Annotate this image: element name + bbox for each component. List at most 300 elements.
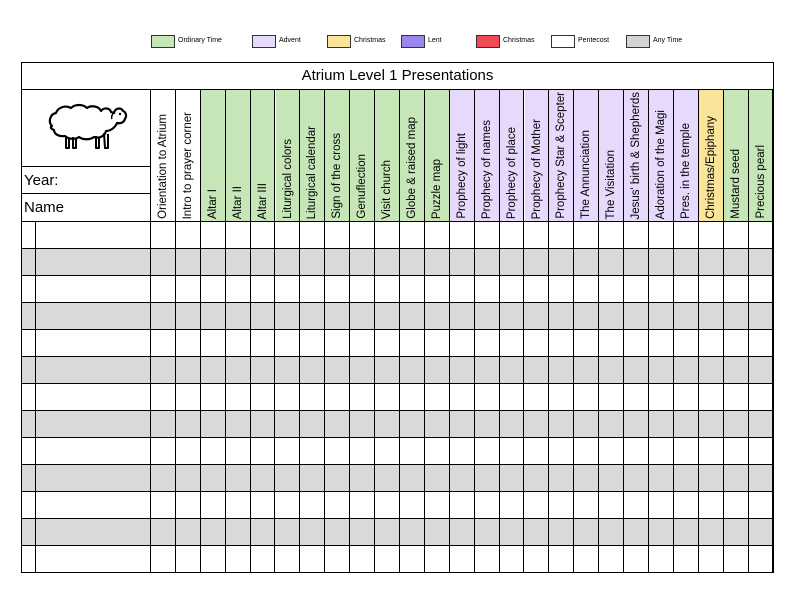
check-cell[interactable]	[475, 303, 500, 329]
student-name-cell[interactable]	[36, 249, 151, 275]
check-cell[interactable]	[599, 492, 624, 518]
check-cell[interactable]	[649, 519, 674, 545]
check-cell[interactable]	[400, 384, 425, 410]
check-cell[interactable]	[400, 222, 425, 248]
check-cell[interactable]	[251, 438, 276, 464]
check-cell[interactable]	[549, 330, 574, 356]
check-cell[interactable]	[226, 465, 251, 491]
check-cell[interactable]	[276, 546, 301, 572]
check-cell[interactable]	[475, 249, 500, 275]
check-cell[interactable]	[450, 384, 475, 410]
check-cell[interactable]	[749, 303, 773, 329]
check-cell[interactable]	[674, 384, 699, 410]
student-name-cell[interactable]	[36, 492, 151, 518]
check-cell[interactable]	[525, 249, 550, 275]
check-cell[interactable]	[151, 465, 176, 491]
check-cell[interactable]	[350, 384, 375, 410]
check-cell[interactable]	[500, 276, 525, 302]
check-cell[interactable]	[624, 411, 649, 437]
check-cell[interactable]	[699, 465, 724, 491]
check-cell[interactable]	[624, 519, 649, 545]
check-cell[interactable]	[724, 438, 749, 464]
check-cell[interactable]	[475, 357, 500, 383]
check-cell[interactable]	[350, 465, 375, 491]
check-cell[interactable]	[325, 276, 350, 302]
check-cell[interactable]	[599, 276, 624, 302]
student-name-cell[interactable]	[36, 276, 151, 302]
check-cell[interactable]	[400, 276, 425, 302]
check-cell[interactable]	[574, 384, 599, 410]
check-cell[interactable]	[176, 492, 201, 518]
check-cell[interactable]	[400, 249, 425, 275]
check-cell[interactable]	[649, 249, 674, 275]
check-cell[interactable]	[176, 357, 201, 383]
check-cell[interactable]	[176, 384, 201, 410]
check-cell[interactable]	[699, 384, 724, 410]
check-cell[interactable]	[500, 249, 525, 275]
check-cell[interactable]	[574, 222, 599, 248]
check-cell[interactable]	[226, 222, 251, 248]
check-cell[interactable]	[325, 438, 350, 464]
check-cell[interactable]	[176, 276, 201, 302]
check-cell[interactable]	[624, 222, 649, 248]
check-cell[interactable]	[176, 303, 201, 329]
check-cell[interactable]	[549, 546, 574, 572]
check-cell[interactable]	[251, 222, 276, 248]
check-cell[interactable]	[599, 330, 624, 356]
check-cell[interactable]	[525, 519, 550, 545]
check-cell[interactable]	[649, 492, 674, 518]
check-cell[interactable]	[251, 303, 276, 329]
check-cell[interactable]	[425, 465, 450, 491]
check-cell[interactable]	[649, 465, 674, 491]
check-cell[interactable]	[226, 357, 251, 383]
row-number-cell[interactable]	[22, 519, 36, 545]
check-cell[interactable]	[176, 438, 201, 464]
check-cell[interactable]	[525, 492, 550, 518]
check-cell[interactable]	[300, 303, 325, 329]
check-cell[interactable]	[251, 249, 276, 275]
check-cell[interactable]	[699, 519, 724, 545]
check-cell[interactable]	[724, 411, 749, 437]
check-cell[interactable]	[325, 330, 350, 356]
check-cell[interactable]	[599, 222, 624, 248]
check-cell[interactable]	[350, 249, 375, 275]
check-cell[interactable]	[500, 411, 525, 437]
check-cell[interactable]	[475, 546, 500, 572]
row-number-cell[interactable]	[22, 330, 36, 356]
check-cell[interactable]	[276, 492, 301, 518]
check-cell[interactable]	[549, 492, 574, 518]
check-cell[interactable]	[350, 222, 375, 248]
check-cell[interactable]	[375, 546, 400, 572]
check-cell[interactable]	[201, 222, 226, 248]
check-cell[interactable]	[226, 249, 251, 275]
check-cell[interactable]	[599, 357, 624, 383]
check-cell[interactable]	[749, 411, 773, 437]
check-cell[interactable]	[674, 438, 699, 464]
check-cell[interactable]	[176, 519, 201, 545]
check-cell[interactable]	[300, 249, 325, 275]
check-cell[interactable]	[251, 384, 276, 410]
check-cell[interactable]	[674, 465, 699, 491]
check-cell[interactable]	[724, 276, 749, 302]
check-cell[interactable]	[350, 330, 375, 356]
check-cell[interactable]	[325, 222, 350, 248]
check-cell[interactable]	[425, 411, 450, 437]
check-cell[interactable]	[276, 438, 301, 464]
row-number-cell[interactable]	[22, 222, 36, 248]
check-cell[interactable]	[549, 465, 574, 491]
check-cell[interactable]	[624, 249, 649, 275]
check-cell[interactable]	[599, 384, 624, 410]
check-cell[interactable]	[425, 384, 450, 410]
check-cell[interactable]	[151, 330, 176, 356]
check-cell[interactable]	[425, 546, 450, 572]
check-cell[interactable]	[599, 249, 624, 275]
row-number-cell[interactable]	[22, 411, 36, 437]
check-cell[interactable]	[674, 546, 699, 572]
check-cell[interactable]	[276, 384, 301, 410]
check-cell[interactable]	[425, 276, 450, 302]
check-cell[interactable]	[549, 276, 574, 302]
check-cell[interactable]	[425, 519, 450, 545]
check-cell[interactable]	[749, 519, 773, 545]
check-cell[interactable]	[400, 492, 425, 518]
check-cell[interactable]	[624, 492, 649, 518]
check-cell[interactable]	[201, 303, 226, 329]
check-cell[interactable]	[699, 546, 724, 572]
check-cell[interactable]	[201, 276, 226, 302]
check-cell[interactable]	[549, 357, 574, 383]
check-cell[interactable]	[300, 438, 325, 464]
check-cell[interactable]	[724, 357, 749, 383]
check-cell[interactable]	[226, 519, 251, 545]
check-cell[interactable]	[749, 465, 773, 491]
check-cell[interactable]	[724, 519, 749, 545]
check-cell[interactable]	[325, 519, 350, 545]
check-cell[interactable]	[749, 492, 773, 518]
check-cell[interactable]	[475, 222, 500, 248]
check-cell[interactable]	[500, 492, 525, 518]
check-cell[interactable]	[549, 411, 574, 437]
check-cell[interactable]	[624, 384, 649, 410]
check-cell[interactable]	[450, 222, 475, 248]
check-cell[interactable]	[450, 438, 475, 464]
row-number-cell[interactable]	[22, 492, 36, 518]
row-number-cell[interactable]	[22, 438, 36, 464]
check-cell[interactable]	[549, 249, 574, 275]
check-cell[interactable]	[325, 546, 350, 572]
check-cell[interactable]	[525, 276, 550, 302]
check-cell[interactable]	[724, 546, 749, 572]
check-cell[interactable]	[624, 357, 649, 383]
check-cell[interactable]	[649, 438, 674, 464]
check-cell[interactable]	[649, 330, 674, 356]
check-cell[interactable]	[276, 519, 301, 545]
check-cell[interactable]	[599, 411, 624, 437]
check-cell[interactable]	[400, 438, 425, 464]
check-cell[interactable]	[574, 465, 599, 491]
check-cell[interactable]	[574, 492, 599, 518]
check-cell[interactable]	[400, 357, 425, 383]
check-cell[interactable]	[450, 546, 475, 572]
check-cell[interactable]	[425, 303, 450, 329]
check-cell[interactable]	[574, 303, 599, 329]
check-cell[interactable]	[151, 519, 176, 545]
check-cell[interactable]	[201, 357, 226, 383]
check-cell[interactable]	[425, 249, 450, 275]
check-cell[interactable]	[400, 411, 425, 437]
check-cell[interactable]	[749, 276, 773, 302]
check-cell[interactable]	[624, 438, 649, 464]
check-cell[interactable]	[749, 330, 773, 356]
check-cell[interactable]	[500, 465, 525, 491]
check-cell[interactable]	[151, 438, 176, 464]
check-cell[interactable]	[276, 222, 301, 248]
check-cell[interactable]	[699, 303, 724, 329]
check-cell[interactable]	[226, 411, 251, 437]
check-cell[interactable]	[251, 465, 276, 491]
check-cell[interactable]	[201, 330, 226, 356]
check-cell[interactable]	[350, 357, 375, 383]
check-cell[interactable]	[699, 438, 724, 464]
check-cell[interactable]	[151, 303, 176, 329]
check-cell[interactable]	[375, 438, 400, 464]
check-cell[interactable]	[201, 519, 226, 545]
check-cell[interactable]	[276, 276, 301, 302]
check-cell[interactable]	[699, 249, 724, 275]
check-cell[interactable]	[450, 249, 475, 275]
check-cell[interactable]	[201, 492, 226, 518]
check-cell[interactable]	[425, 357, 450, 383]
check-cell[interactable]	[300, 519, 325, 545]
check-cell[interactable]	[525, 222, 550, 248]
check-cell[interactable]	[574, 546, 599, 572]
check-cell[interactable]	[649, 303, 674, 329]
check-cell[interactable]	[226, 384, 251, 410]
check-cell[interactable]	[201, 465, 226, 491]
check-cell[interactable]	[699, 492, 724, 518]
check-cell[interactable]	[500, 438, 525, 464]
row-number-cell[interactable]	[22, 276, 36, 302]
row-number-cell[interactable]	[22, 384, 36, 410]
check-cell[interactable]	[325, 492, 350, 518]
check-cell[interactable]	[649, 276, 674, 302]
check-cell[interactable]	[724, 465, 749, 491]
check-cell[interactable]	[300, 357, 325, 383]
check-cell[interactable]	[375, 330, 400, 356]
check-cell[interactable]	[450, 330, 475, 356]
check-cell[interactable]	[525, 330, 550, 356]
check-cell[interactable]	[375, 357, 400, 383]
check-cell[interactable]	[375, 303, 400, 329]
check-cell[interactable]	[749, 546, 773, 572]
check-cell[interactable]	[276, 303, 301, 329]
check-cell[interactable]	[574, 249, 599, 275]
check-cell[interactable]	[350, 276, 375, 302]
check-cell[interactable]	[599, 546, 624, 572]
check-cell[interactable]	[475, 276, 500, 302]
check-cell[interactable]	[450, 465, 475, 491]
check-cell[interactable]	[300, 546, 325, 572]
check-cell[interactable]	[649, 546, 674, 572]
check-cell[interactable]	[674, 249, 699, 275]
check-cell[interactable]	[375, 492, 400, 518]
check-cell[interactable]	[151, 411, 176, 437]
check-cell[interactable]	[300, 411, 325, 437]
check-cell[interactable]	[226, 276, 251, 302]
check-cell[interactable]	[724, 222, 749, 248]
check-cell[interactable]	[624, 330, 649, 356]
check-cell[interactable]	[325, 384, 350, 410]
check-cell[interactable]	[375, 465, 400, 491]
check-cell[interactable]	[624, 465, 649, 491]
row-number-cell[interactable]	[22, 546, 36, 572]
check-cell[interactable]	[699, 330, 724, 356]
check-cell[interactable]	[251, 330, 276, 356]
check-cell[interactable]	[201, 249, 226, 275]
check-cell[interactable]	[649, 384, 674, 410]
check-cell[interactable]	[724, 249, 749, 275]
check-cell[interactable]	[176, 330, 201, 356]
check-cell[interactable]	[300, 276, 325, 302]
check-cell[interactable]	[549, 438, 574, 464]
check-cell[interactable]	[724, 492, 749, 518]
check-cell[interactable]	[276, 411, 301, 437]
check-cell[interactable]	[699, 357, 724, 383]
check-cell[interactable]	[226, 438, 251, 464]
check-cell[interactable]	[176, 249, 201, 275]
check-cell[interactable]	[699, 411, 724, 437]
check-cell[interactable]	[325, 357, 350, 383]
check-cell[interactable]	[300, 384, 325, 410]
student-name-cell[interactable]	[36, 411, 151, 437]
check-cell[interactable]	[475, 465, 500, 491]
check-cell[interactable]	[500, 519, 525, 545]
check-cell[interactable]	[475, 438, 500, 464]
check-cell[interactable]	[201, 411, 226, 437]
check-cell[interactable]	[375, 411, 400, 437]
check-cell[interactable]	[251, 276, 276, 302]
check-cell[interactable]	[525, 303, 550, 329]
check-cell[interactable]	[226, 546, 251, 572]
check-cell[interactable]	[699, 276, 724, 302]
check-cell[interactable]	[475, 384, 500, 410]
check-cell[interactable]	[151, 222, 176, 248]
check-cell[interactable]	[674, 276, 699, 302]
check-cell[interactable]	[276, 330, 301, 356]
check-cell[interactable]	[724, 384, 749, 410]
check-cell[interactable]	[500, 303, 525, 329]
check-cell[interactable]	[425, 222, 450, 248]
check-cell[interactable]	[450, 411, 475, 437]
check-cell[interactable]	[574, 438, 599, 464]
student-name-cell[interactable]	[36, 222, 151, 248]
check-cell[interactable]	[350, 438, 375, 464]
check-cell[interactable]	[649, 357, 674, 383]
check-cell[interactable]	[549, 519, 574, 545]
check-cell[interactable]	[350, 303, 375, 329]
check-cell[interactable]	[400, 330, 425, 356]
check-cell[interactable]	[226, 330, 251, 356]
check-cell[interactable]	[201, 384, 226, 410]
check-cell[interactable]	[176, 465, 201, 491]
check-cell[interactable]	[375, 519, 400, 545]
check-cell[interactable]	[749, 384, 773, 410]
check-cell[interactable]	[151, 384, 176, 410]
check-cell[interactable]	[649, 222, 674, 248]
check-cell[interactable]	[226, 492, 251, 518]
student-name-cell[interactable]	[36, 384, 151, 410]
check-cell[interactable]	[500, 357, 525, 383]
student-name-cell[interactable]	[36, 519, 151, 545]
check-cell[interactable]	[599, 465, 624, 491]
check-cell[interactable]	[176, 411, 201, 437]
check-cell[interactable]	[400, 465, 425, 491]
check-cell[interactable]	[699, 222, 724, 248]
student-name-cell[interactable]	[36, 546, 151, 572]
check-cell[interactable]	[500, 330, 525, 356]
check-cell[interactable]	[624, 303, 649, 329]
check-cell[interactable]	[549, 303, 574, 329]
check-cell[interactable]	[350, 492, 375, 518]
check-cell[interactable]	[599, 519, 624, 545]
check-cell[interactable]	[674, 303, 699, 329]
check-cell[interactable]	[375, 276, 400, 302]
check-cell[interactable]	[549, 384, 574, 410]
check-cell[interactable]	[325, 303, 350, 329]
check-cell[interactable]	[425, 330, 450, 356]
check-cell[interactable]	[325, 465, 350, 491]
check-cell[interactable]	[151, 276, 176, 302]
check-cell[interactable]	[574, 330, 599, 356]
check-cell[interactable]	[749, 438, 773, 464]
row-number-cell[interactable]	[22, 249, 36, 275]
check-cell[interactable]	[500, 546, 525, 572]
check-cell[interactable]	[400, 546, 425, 572]
check-cell[interactable]	[251, 519, 276, 545]
check-cell[interactable]	[450, 519, 475, 545]
check-cell[interactable]	[649, 411, 674, 437]
check-cell[interactable]	[574, 357, 599, 383]
check-cell[interactable]	[350, 546, 375, 572]
check-cell[interactable]	[549, 222, 574, 248]
check-cell[interactable]	[574, 411, 599, 437]
student-name-cell[interactable]	[36, 465, 151, 491]
check-cell[interactable]	[276, 465, 301, 491]
row-number-cell[interactable]	[22, 465, 36, 491]
check-cell[interactable]	[674, 519, 699, 545]
check-cell[interactable]	[425, 438, 450, 464]
check-cell[interactable]	[525, 411, 550, 437]
student-name-cell[interactable]	[36, 438, 151, 464]
check-cell[interactable]	[251, 546, 276, 572]
check-cell[interactable]	[400, 303, 425, 329]
check-cell[interactable]	[674, 330, 699, 356]
check-cell[interactable]	[375, 222, 400, 248]
check-cell[interactable]	[300, 330, 325, 356]
check-cell[interactable]	[276, 249, 301, 275]
check-cell[interactable]	[574, 519, 599, 545]
check-cell[interactable]	[624, 546, 649, 572]
check-cell[interactable]	[475, 519, 500, 545]
check-cell[interactable]	[749, 222, 773, 248]
check-cell[interactable]	[350, 411, 375, 437]
check-cell[interactable]	[500, 222, 525, 248]
check-cell[interactable]	[300, 492, 325, 518]
check-cell[interactable]	[176, 546, 201, 572]
